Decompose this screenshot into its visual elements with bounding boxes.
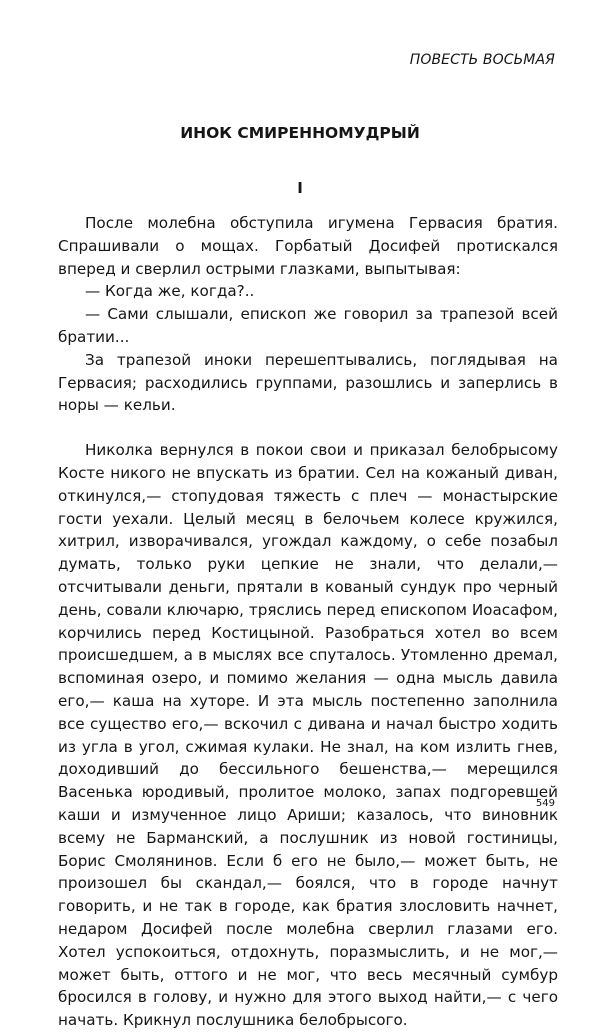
paragraph: Николка вернулся в покои свои и приказал белобрысому Косте никого не впускать из братии. Сел на кожаный диван, откинулся,— стопудовая тяжесть с плеч — монастырские гости уехали. Целый месяц в белочьем колесе кружился, хитрил, изворачивался, угождал каждому, о себе позабыл думать, только руки цепкие не знали, что делали,— отсчитывали деньги, прятали в кованый сундук про черный день, совали ключарю, тряслись перед епископом Иоасафом, корчились перед Костицыной. Разобраться хотел во всем происшедшем, а в мыслях все спуталось. Утомленно дремал, вспоминая озеро, и помимо желания — одна мысль давила его,— каша на хуторе. И эта мысль постепенно заполнила все существо его,— вскочил с дивана и начал быстро ходить из угла в угол, сжимая кулаки. Не знал, на ком излить гнев, доходивший до бессильного бешенства,— мерещился Васенька юродивый, пролитое молоко, запах подгоревшей каши и измученное лицо Ариши; казалось, что виновник всему не Барманский, а послушник из новой гостиницы, Борис Смолянинов. Если б его не было,— может быть, не произошел бы скандал,— боялся, что в городе начнут говорить, и не так в городе, как братия злословить начнет, недаром Досифей после молебна сверлил глазами его. Хотел успокоиться, отдохнуть, поразмыслить, и не мог,— может быть, оттого и не мог, что весь месячный сумбур бросился в голову, и нужно для этого выход найти,— с чего начать. Крикнул послушника белобрысого. xyxy=(58,441,558,1030)
paragraph: За трапезой иноки перешептывались, поглядывая на Гервасия; расходились группами, разошлись и заперлись в норы — кельи. xyxy=(58,350,558,415)
paragraph: — Когда же, когда?.. xyxy=(85,282,255,301)
chapter-number: I xyxy=(297,179,303,197)
body-text xyxy=(58,212,558,1032)
paragraph: После молебна обступила игумена Гервасия братия. Спрашивали о мощах. Горбатый Досифей протискался вперед и сверлил острыми глазками, выпытывая: xyxy=(58,214,558,278)
page-number: 549 xyxy=(535,798,555,809)
running-head: ПОВЕСТЬ ВОСЬМАЯ xyxy=(409,52,555,68)
paragraph: — Сами слышали, епископ же говорил за трапезой всей братии... xyxy=(58,305,558,346)
story-title: ИНОК СМИРЕННОМУДРЫЙ xyxy=(180,124,420,142)
